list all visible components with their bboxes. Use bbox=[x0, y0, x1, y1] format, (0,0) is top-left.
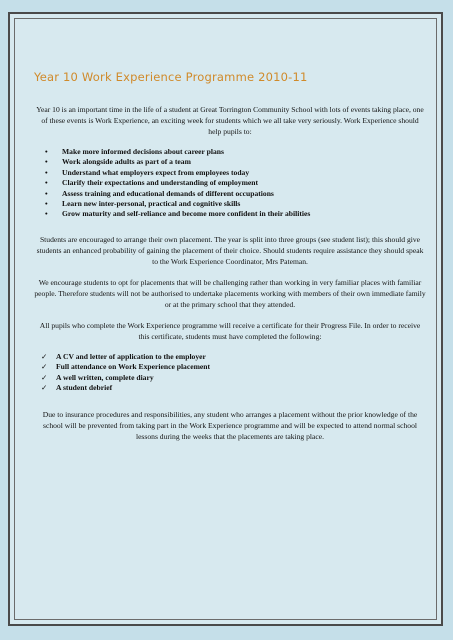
list-item: • Grow maturity and self-reliance and become more confident in their abilities bbox=[34, 209, 426, 219]
requirement-text: A student debrief bbox=[56, 383, 113, 393]
check-icon: ✓ bbox=[41, 362, 48, 372]
list-item: • Understand what employers expect from employees today bbox=[34, 168, 426, 178]
page-border bbox=[8, 12, 443, 626]
requirement-text: A well written, complete diary bbox=[56, 372, 154, 382]
aims-list bbox=[34, 147, 426, 220]
arrange-placement-paragraph: Students are encouraged to arrange their own placement. The year is split into three groups (see student list); this should give students an enhanced probability of gaining the placement of their choice. Should students require assistance they should speak to the Work Experience Coordinator, Mrs Pateman. bbox=[36, 234, 424, 266]
list-item bbox=[34, 362, 426, 372]
list-item bbox=[34, 352, 426, 362]
list-item: • Assess training and educational demands of different occupations bbox=[34, 189, 426, 199]
list-item: • Learn new inter-personal, practical and cognitive skills bbox=[34, 199, 426, 209]
list-item: • Make more informed decisions about career plans bbox=[34, 147, 426, 157]
list-item bbox=[34, 383, 426, 393]
list-item: • Work alongside adults as part of a team bbox=[34, 157, 426, 167]
check-icon: ✓ bbox=[41, 383, 48, 393]
requirement-text: A CV and letter of application to the employer bbox=[56, 351, 206, 361]
check-icon: ✓ bbox=[41, 351, 48, 361]
requirements-list bbox=[34, 352, 426, 394]
insurance-paragraph: Due to insurance procedures and responsibilities, any student who arranges a placement without the prior knowledge of the school will be prevented from taking part in the Work Experience programme and will be expected to attend normal school lessons during the weeks that the placements are taking place. bbox=[42, 410, 418, 442]
check-icon: ✓ bbox=[41, 372, 48, 382]
certificate-paragraph: All pupils who complete the Work Experience programme will receive a certificate for their Progress File. In order to receive this certificate, students must have completed the following: bbox=[39, 320, 421, 341]
intro-paragraph: Year 10 is an important time in the life of a student at Great Torrington Community School with lots of events taking place, one of these events is Work Experience, an exciting week for students which we all take very seriously. Work Experience should help pupils to: bbox=[36, 105, 424, 136]
list-item: • Clarify their expectations and understanding of employment bbox=[34, 178, 426, 188]
challenge-paragraph: We encourage students to opt for placements that will be challenging rather than working in very familiar places with familiar people. Therefore students will not be authorised to undertake placements working with members of their own immediate family or at the primary school that they attended. bbox=[34, 277, 426, 309]
requirement-text: Full attendance on Work Experience placement bbox=[56, 362, 211, 372]
document-body bbox=[34, 70, 426, 452]
document-title: Year 10 Work Experience Programme 2010-11 bbox=[34, 70, 308, 84]
list-item bbox=[34, 373, 426, 383]
